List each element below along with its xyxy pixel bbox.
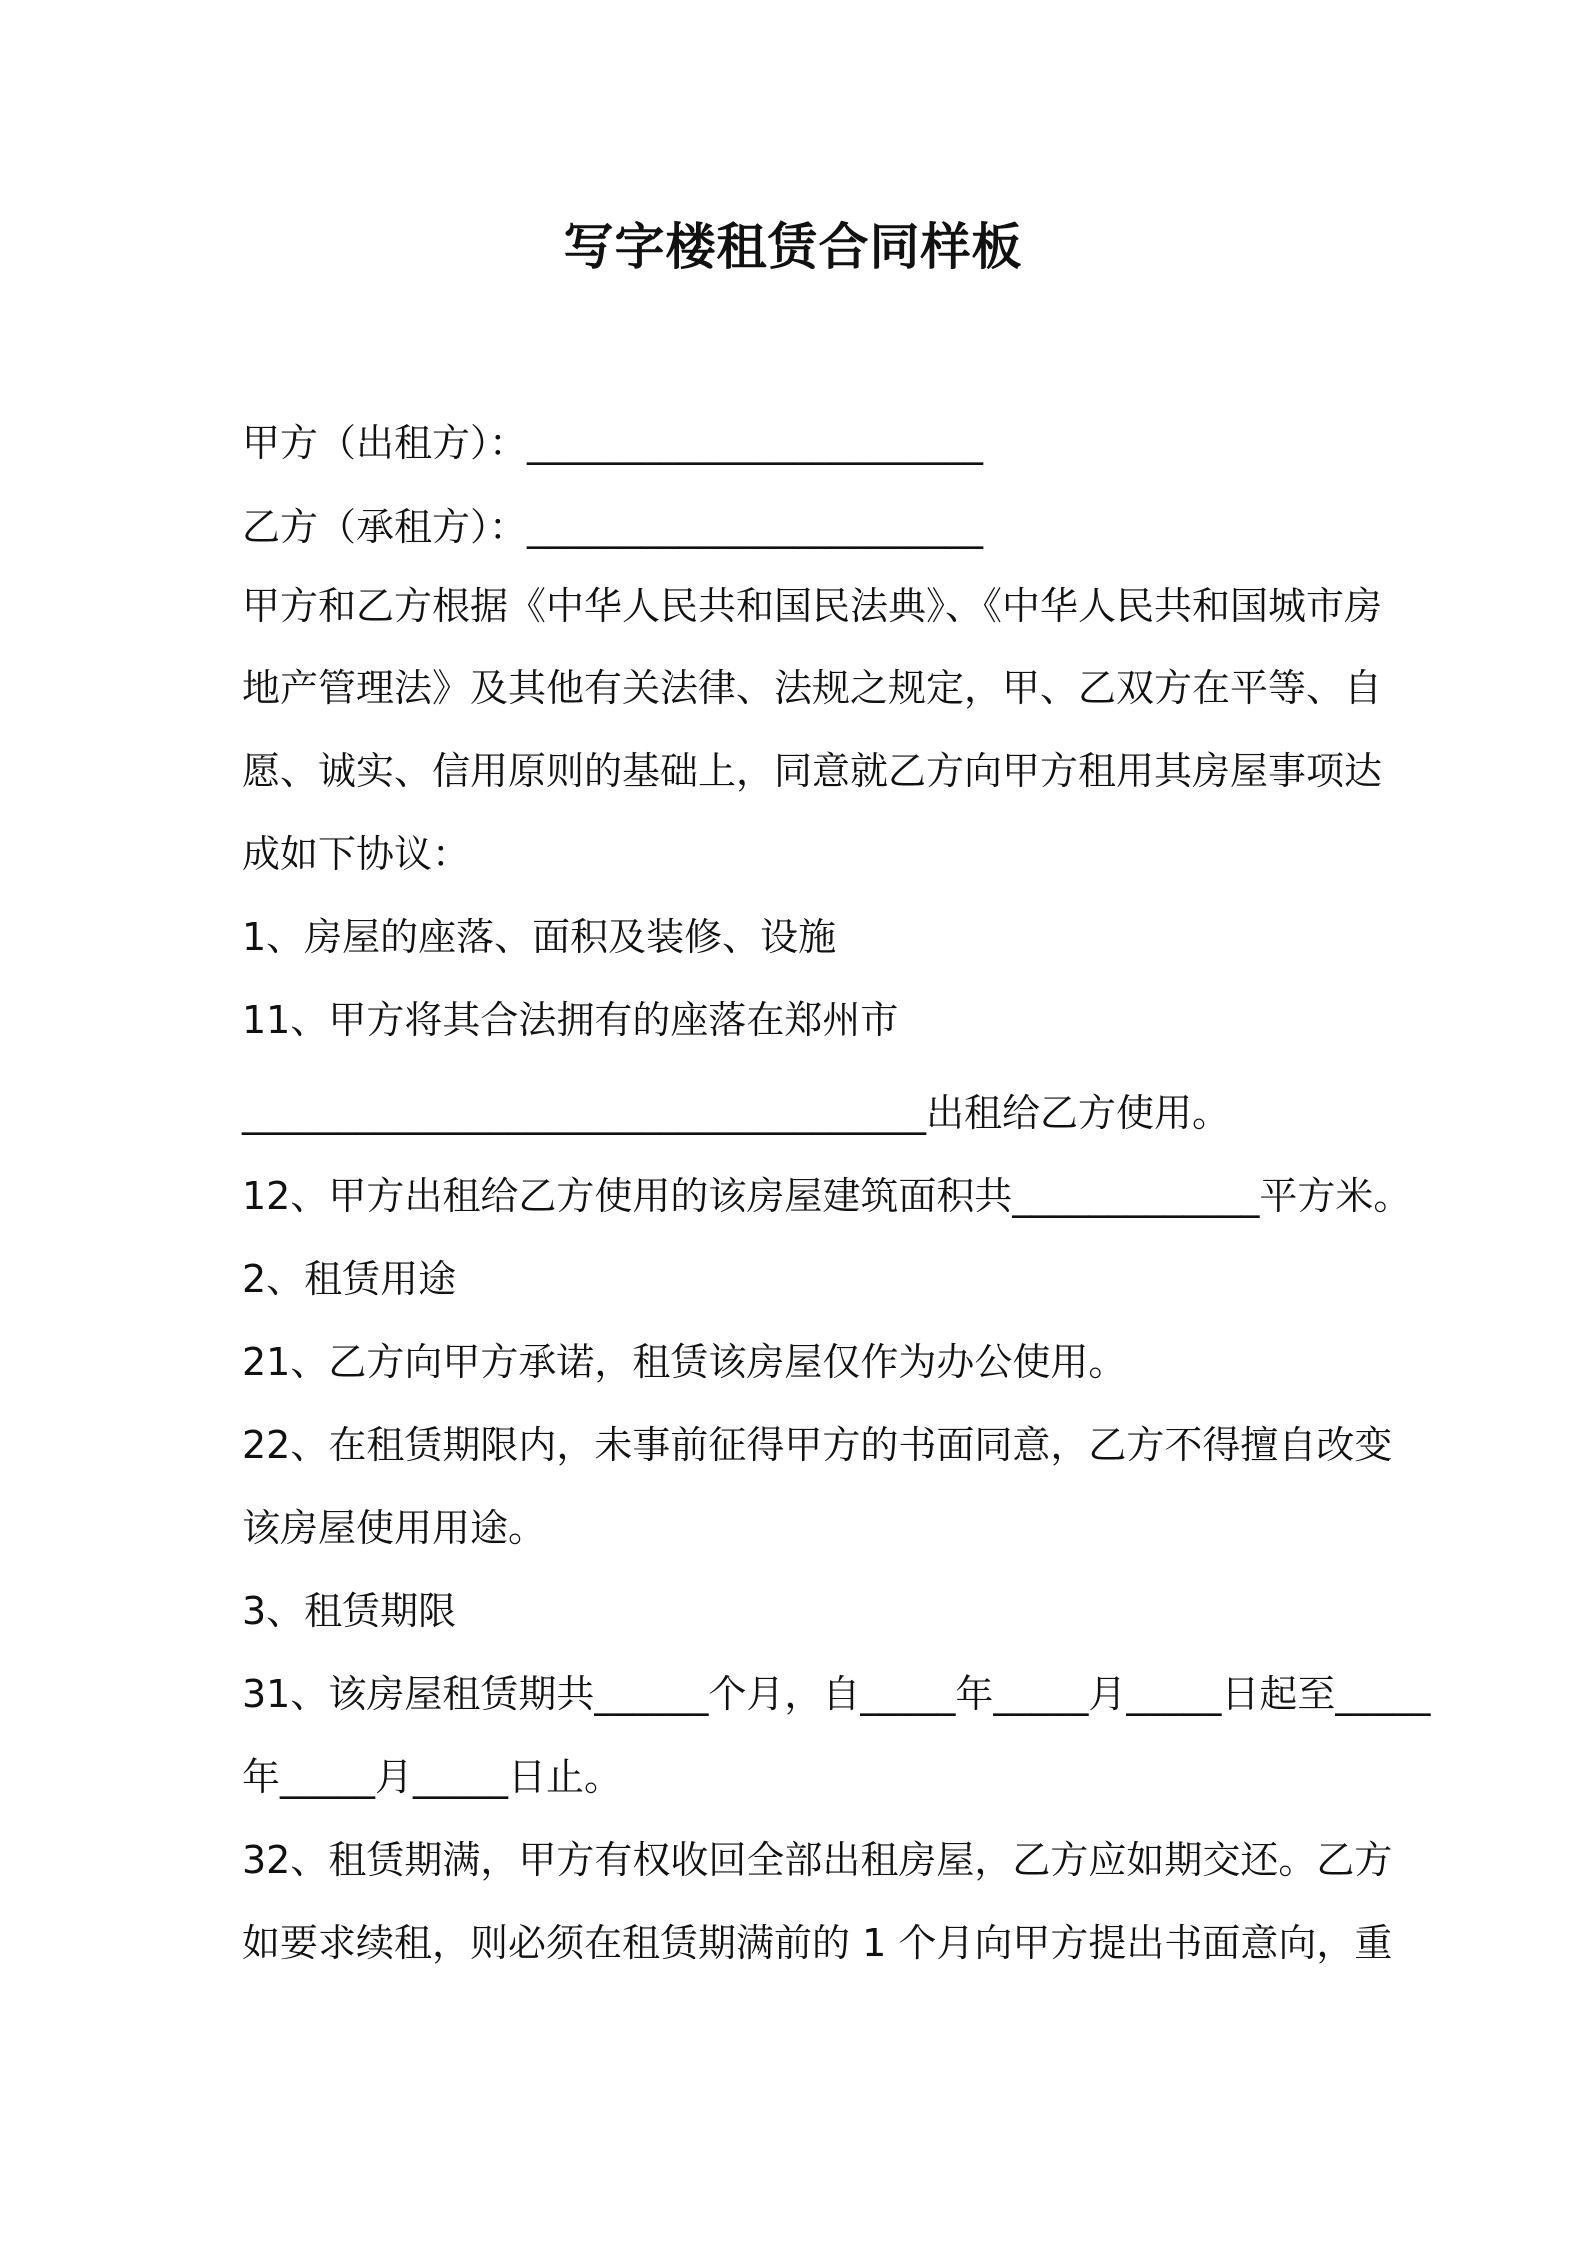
section-3-heading: 3、租赁期限 (242, 1589, 457, 1633)
clause-31-line-2: 年_____月_____日止。 (242, 1755, 623, 1799)
party-b-line: 乙方（承租方）：________________________ (242, 505, 984, 549)
section-1-heading: 1、房屋的座落、面积及装修、设施 (242, 915, 837, 959)
document-title: 写字楼租赁合同样板 (563, 218, 1023, 276)
section-2-heading: 2、租赁用途 (242, 1257, 457, 1301)
clause-22-line-2: 该房屋使用用途。 (242, 1506, 547, 1550)
preamble-line-2: 地产管理法》及其他有关法律、法规之规定，甲、乙双方在平等、自 (242, 666, 1383, 710)
preamble-line-3: 愿、诚实、信用原则的基础上，同意就乙方向甲方租用其房屋事项达 (242, 749, 1383, 793)
preamble-line-4: 成如下协议： (242, 832, 471, 876)
clause-11-line-2: ____________________________________出租给乙方使用。 (242, 1091, 1231, 1135)
clause-32-line-2: 如要求续租，则必须在租赁期满前的 1 个月向甲方提出书面意向，重 (242, 1921, 1393, 1965)
party-a-line: 甲方（出租方）：________________________ (242, 421, 984, 465)
clause-21: 21、乙方向甲方承诺，租赁该房屋仅作为办公使用。 (242, 1340, 1127, 1384)
clause-12: 12、甲方出租给乙方使用的该房屋建筑面积共_____________平方米。 (242, 1174, 1412, 1218)
preamble-line-1: 甲方和乙方根据《中华人民共和国民法典》、《中华人民共和国城市房 (242, 584, 1383, 628)
clause-22-line-1: 22、在租赁期限内，未事前征得甲方的书面同意，乙方不得擅自改变 (242, 1423, 1393, 1467)
clause-11-line-1: 11、甲方将其合法拥有的座落在郑州市 (242, 998, 899, 1042)
clause-32-line-1: 32、租赁期满，甲方有权收回全部出租房屋，乙方应如期交还。乙方 (242, 1838, 1393, 1882)
clause-31-line-1: 31、该房屋租赁期共______个月，自_____年_____月_____日起至_____ (242, 1672, 1431, 1716)
